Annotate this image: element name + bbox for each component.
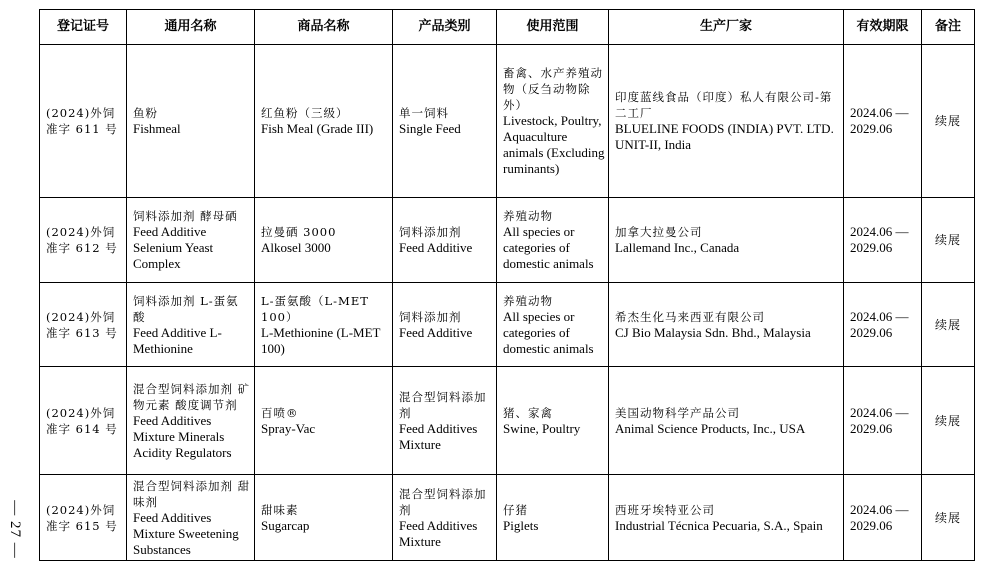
- validity-end: 2029.06: [850, 420, 893, 436]
- scope-cell: [497, 475, 609, 561]
- scope-en: Livestock, Poultry, Aquaculture animals (Excluding ruminants): [503, 113, 605, 176]
- validity-start: 2024.06 —: [850, 224, 909, 239]
- manufacturer-zh: 印度蓝线食品（印度）私人有限公司-第二工厂: [615, 90, 833, 120]
- generic-name-zh: 饲料添加剂 酵母硒: [133, 209, 238, 223]
- validity-start: 2024.06 —: [850, 404, 909, 420]
- manufacturer-en: CJ Bio Malaysia Sdn. Bhd., Malaysia: [615, 324, 811, 340]
- generic-name-en: Feed Additive Selenium Yeast Complex: [133, 224, 214, 271]
- reg-no-line1: (2024)外饲: [46, 502, 116, 517]
- scope-cell: [497, 283, 609, 367]
- manufacturer-cell: [609, 367, 844, 475]
- trade-name-cell: [255, 475, 393, 561]
- reg-no-line2: 准字 611 号: [46, 122, 118, 136]
- note-cell: 续展: [922, 367, 975, 475]
- manufacturer-zh: 美国动物科学产品公司: [615, 405, 740, 420]
- validity-cell: [844, 367, 922, 475]
- generic-name-zh: 饲料添加剂 L-蛋氨酸: [133, 293, 239, 324]
- note-cell: 续展: [922, 283, 975, 367]
- validity-start: 2024.06 —: [850, 105, 909, 120]
- table-row: [40, 198, 975, 283]
- manufacturer-cell: [609, 198, 844, 283]
- category-cell: [393, 45, 497, 198]
- header-generic-name: 通用名称: [127, 10, 255, 45]
- reg-no-line2: 准字 612 号: [46, 241, 118, 255]
- header-reg-no: 登记证号: [40, 10, 127, 45]
- generic-name-en: Fishmeal: [133, 121, 181, 136]
- validity-cell: [844, 198, 922, 283]
- validity-cell: [844, 283, 922, 367]
- generic-name-cell: [127, 198, 255, 283]
- reg-no-line1: (2024)外饲: [46, 405, 116, 420]
- category-cell: [393, 367, 497, 475]
- generic-name-cell: [127, 283, 255, 367]
- manufacturer-en: Lallemand Inc., Canada: [615, 240, 740, 255]
- header-category: 产品类别: [393, 10, 497, 45]
- generic-name-en: Feed Additives Mixture Sweetening Substances: [133, 509, 239, 557]
- reg-no-line1: (2024)外饲: [46, 106, 116, 120]
- manufacturer-zh: 西班牙埃特亚公司: [615, 502, 715, 517]
- table-row: [40, 283, 975, 367]
- reg-no-cell: [40, 283, 127, 367]
- category-zh: 混合型饲料添加剂: [399, 486, 487, 517]
- trade-name-cell: [255, 367, 393, 475]
- validity-end: 2029.06: [850, 240, 893, 255]
- manufacturer-en: Industrial Técnica Pecuaria, S.A., Spain: [615, 517, 823, 533]
- header-trade-name: 商品名称: [255, 10, 393, 45]
- validity-end: 2029.06: [850, 121, 893, 136]
- category-cell: [393, 475, 497, 561]
- trade-name-zh: L-蛋氨酸（L-MET 100）: [261, 293, 369, 324]
- category-en: Feed Additive: [399, 240, 473, 255]
- manufacturer-cell: [609, 45, 844, 198]
- validity-cell: [844, 45, 922, 198]
- page-number: [2, 496, 26, 562]
- scope-zh: 仔猪: [503, 502, 528, 517]
- generic-name-cell: [127, 367, 255, 475]
- reg-no-cell: [40, 198, 127, 283]
- trade-name-cell: [255, 283, 393, 367]
- table-row: [40, 475, 975, 561]
- manufacturer-zh: 希杰生化马来西亚有限公司: [615, 309, 765, 324]
- scope-zh: 畜禽、水产养殖动物（反刍动物除外）: [503, 66, 603, 112]
- category-zh: 混合型饲料添加剂: [399, 389, 487, 420]
- generic-name-zh: 混合型饲料添加剂 甜味剂: [133, 478, 251, 509]
- manufacturer-en: BLUELINE FOODS (INDIA) PVT. LTD. UNIT-II, India: [615, 121, 834, 152]
- scope-zh: 养殖动物: [503, 293, 553, 308]
- category-zh: 单一饲料: [399, 106, 449, 120]
- scope-en: All species or categories of domestic animals: [503, 308, 594, 356]
- reg-no-line2: 准字 614 号: [46, 421, 118, 436]
- validity-cell: [844, 475, 922, 561]
- registry-table: [39, 9, 975, 561]
- scope-zh: 养殖动物: [503, 209, 553, 223]
- generic-name-zh: 混合型饲料添加剂 矿物元素 酸度调节剂: [133, 381, 251, 412]
- trade-name-zh: 百喷®: [261, 405, 299, 420]
- note-cell: 续展: [922, 475, 975, 561]
- page-number-text: — 27 —: [6, 499, 23, 559]
- scope-cell: [497, 198, 609, 283]
- note-cell: 续展: [922, 45, 975, 198]
- reg-no-cell: [40, 367, 127, 475]
- category-zh: 饲料添加剂: [399, 225, 462, 239]
- generic-name-en: Feed Additive L-Methionine: [133, 324, 222, 356]
- header-row: [40, 10, 975, 45]
- scope-en: Piglets: [503, 517, 539, 533]
- reg-no-cell: [40, 475, 127, 561]
- validity-end: 2029.06: [850, 517, 893, 533]
- category-cell: [393, 198, 497, 283]
- trade-name-en: Alkosel 3000: [261, 240, 331, 255]
- category-zh: 饲料添加剂: [399, 309, 462, 324]
- reg-no-line2: 准字 615 号: [46, 518, 118, 533]
- trade-name-en: Fish Meal (Grade III): [261, 121, 374, 136]
- table-row: [40, 45, 975, 198]
- trade-name-zh: 红鱼粉（三级）: [261, 106, 349, 120]
- generic-name-cell: [127, 45, 255, 198]
- validity-start: 2024.06 —: [850, 501, 909, 517]
- manufacturer-cell: [609, 475, 844, 561]
- scope-cell: [497, 45, 609, 198]
- trade-name-cell: [255, 198, 393, 283]
- reg-no-line1: (2024)外饲: [46, 309, 116, 324]
- manufacturer-en: Animal Science Products, Inc., USA: [615, 420, 806, 436]
- generic-name-cell: [127, 475, 255, 561]
- validity-start: 2024.06 —: [850, 308, 909, 324]
- header-scope: 使用范围: [497, 10, 609, 45]
- category-cell: [393, 283, 497, 367]
- validity-end: 2029.06: [850, 324, 893, 340]
- category-en: Feed Additive: [399, 324, 473, 340]
- header-note: 备注: [922, 10, 975, 45]
- reg-no-cell: [40, 45, 127, 198]
- trade-name-en: Sugarcap: [261, 517, 310, 533]
- scope-cell: [497, 367, 609, 475]
- manufacturer-zh: 加拿大拉曼公司: [615, 225, 703, 239]
- trade-name-zh: 拉曼硒 3000: [261, 225, 337, 239]
- scope-en: Swine, Poultry: [503, 420, 581, 436]
- reg-no-line1: (2024)外饲: [46, 225, 116, 239]
- trade-name-zh: 甜味素: [261, 502, 299, 517]
- trade-name-en: L-Methionine (L-MET 100): [261, 324, 381, 356]
- category-en: Feed Additives Mixture: [399, 517, 478, 549]
- scope-zh: 猪、家禽: [503, 405, 553, 420]
- reg-no-line2: 准字 613 号: [46, 325, 118, 340]
- trade-name-cell: [255, 45, 393, 198]
- generic-name-zh: 鱼粉: [133, 106, 158, 120]
- category-en: Single Feed: [399, 121, 461, 136]
- scope-en: All species or categories of domestic animals: [503, 224, 594, 271]
- header-manufacturer: 生产厂家: [609, 10, 844, 45]
- generic-name-en: Feed Additives Mixture Minerals Acidity Regulators: [133, 412, 232, 460]
- manufacturer-cell: [609, 283, 844, 367]
- category-en: Feed Additives Mixture: [399, 420, 478, 452]
- note-cell: 续展: [922, 198, 975, 283]
- header-validity: 有效期限: [844, 10, 922, 45]
- trade-name-en: Spray-Vac: [261, 420, 316, 436]
- table-row: [40, 367, 975, 475]
